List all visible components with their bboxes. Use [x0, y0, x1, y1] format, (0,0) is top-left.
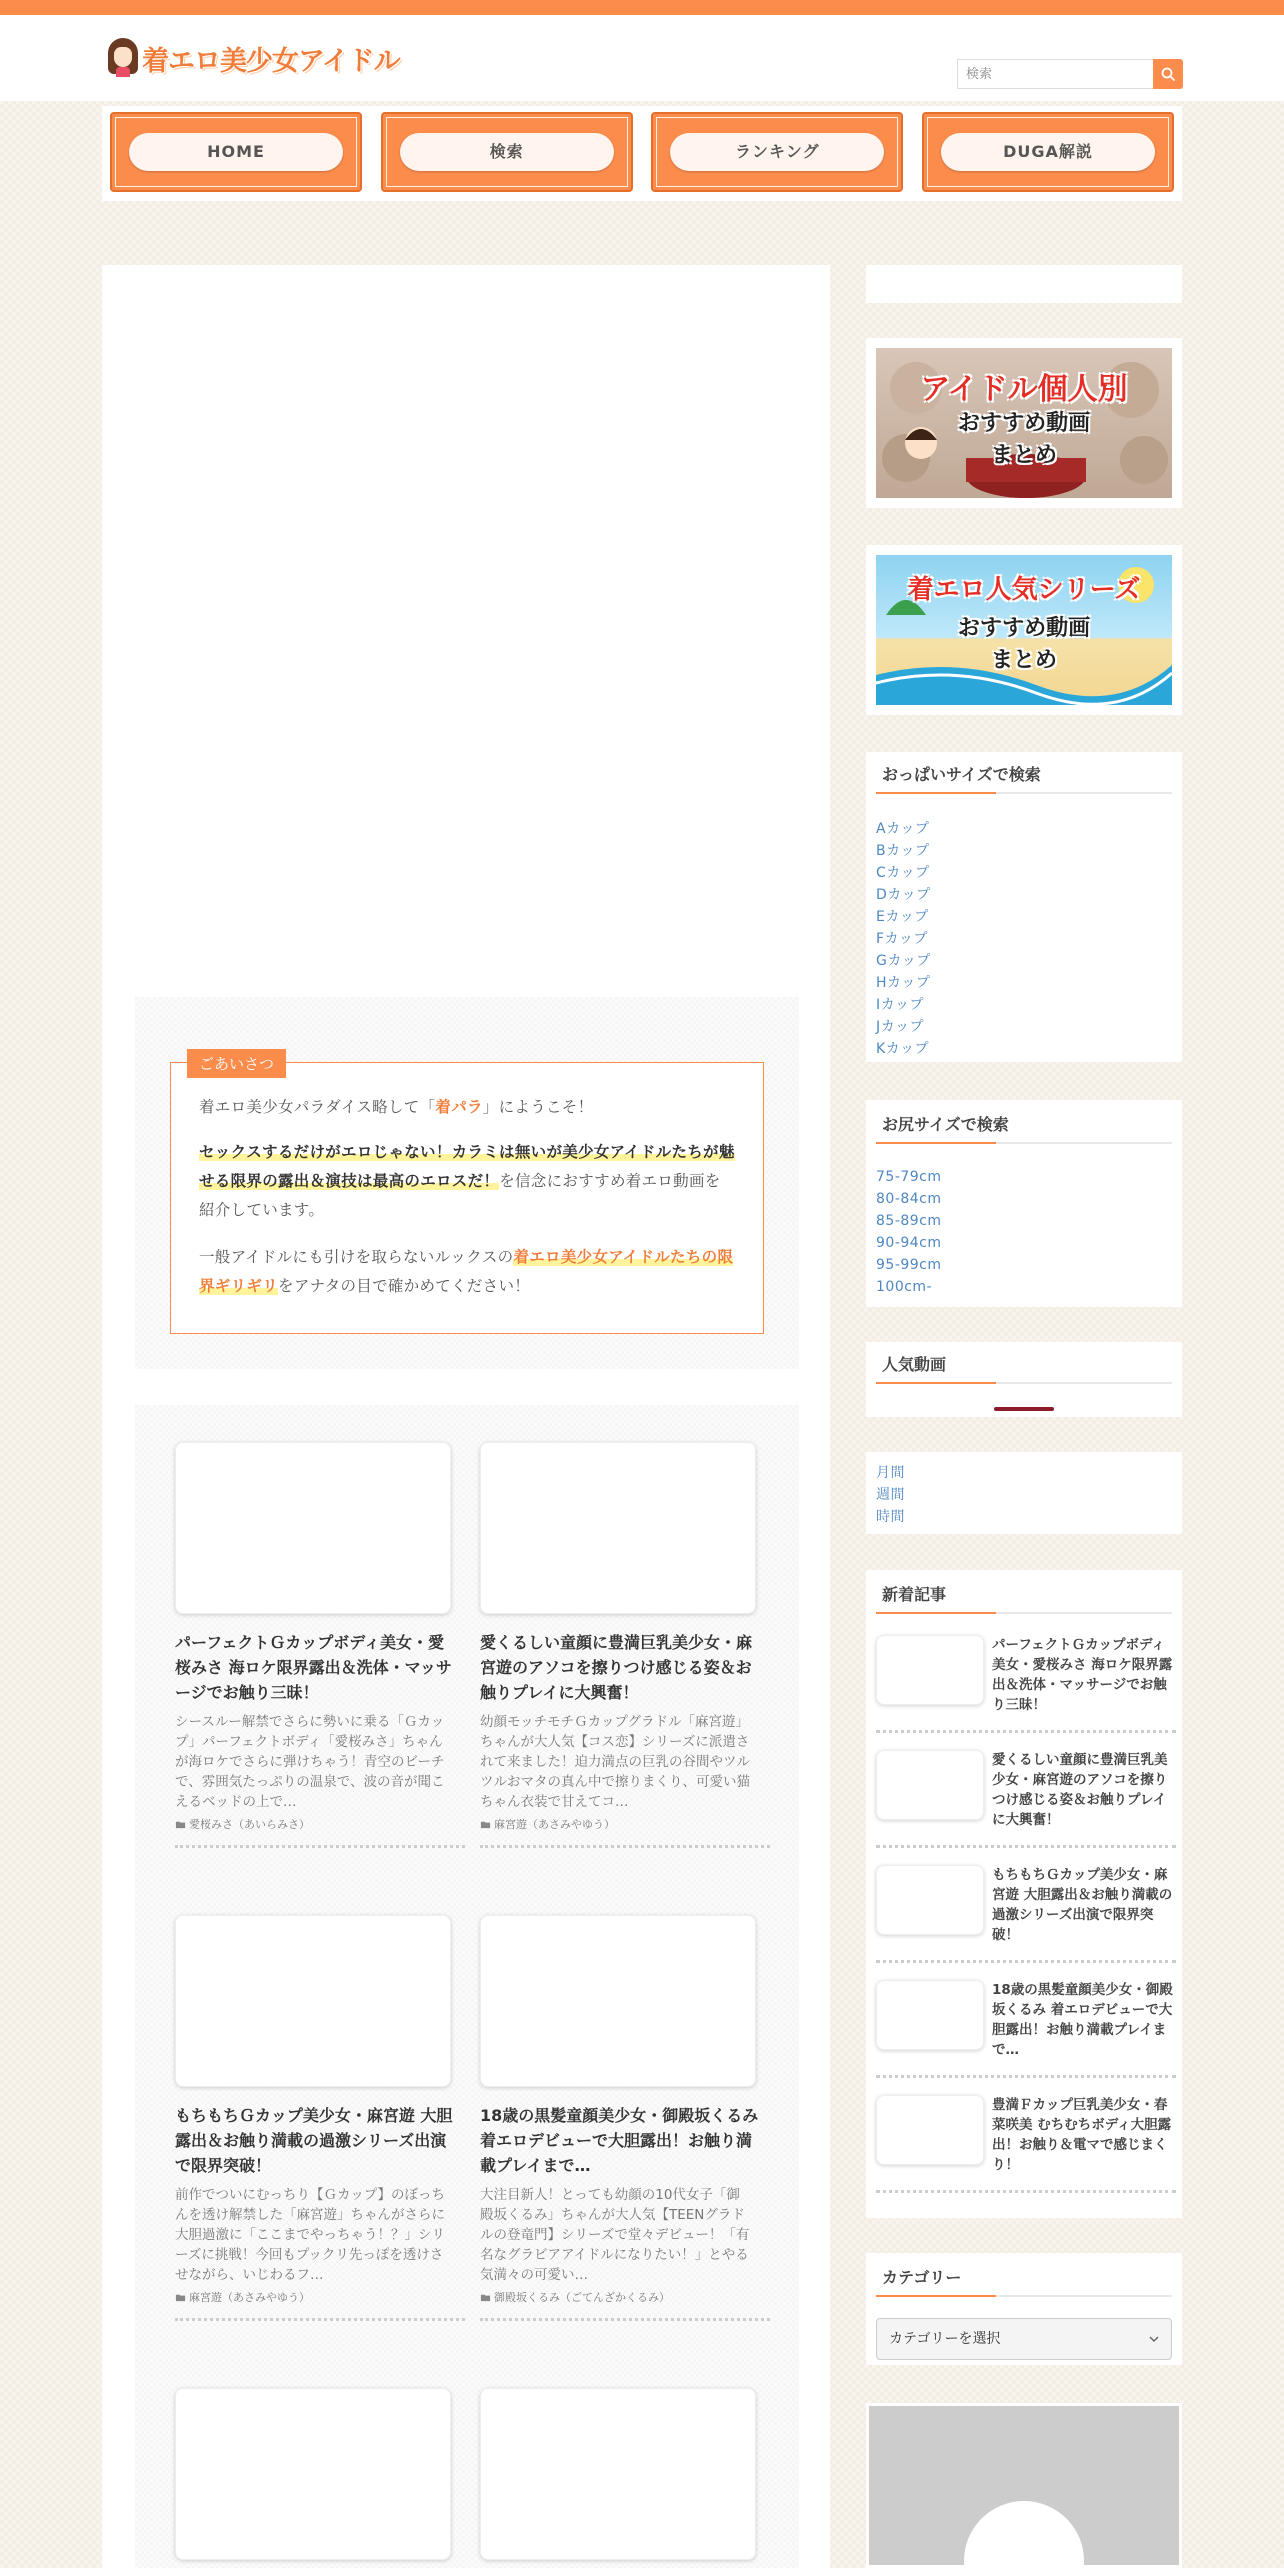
- post-excerpt: 大注目新人！とっても幼顔の10代女子「御殿坂くるみ」ちゃんが大人気【TEENグラドルの登竜門】シリーズで堂々デビュー！「有名なグラビアアイドルになりたい！」とやる気満々の可愛い…: [480, 2187, 750, 2283]
- chevron-down-icon: [1149, 2334, 1159, 2344]
- post-thumbnail[interactable]: [175, 1442, 451, 1614]
- sidebar-banner-widget-2: [866, 545, 1182, 715]
- bust-link[interactable]: Bカップ: [876, 843, 930, 859]
- search-input[interactable]: [957, 59, 1153, 89]
- sidebar-banner-widget-1: [866, 338, 1182, 508]
- heading-underline: [876, 1382, 1172, 1384]
- post-category[interactable]: 御殿坂くるみ（ごてんざかくるみ）: [480, 2289, 770, 2305]
- folder-icon: [480, 1819, 491, 1830]
- recent-post-title[interactable]: パーフェクトＧカップボディ美女・愛桜みさ 海ロケ限界露出＆洗体・マッサージでお触り三昧！: [992, 1637, 1173, 1713]
- recent-post-thumbnail[interactable]: [876, 1865, 984, 1935]
- nav-duga-label: DUGA解説: [941, 133, 1155, 171]
- profile-widget: [866, 2403, 1182, 2568]
- post-title[interactable]: パーフェクトＧカップボディ美女・愛桜みさ 海ロケ限界露出＆洗体・マッサージでお触り三昧！: [175, 1633, 452, 1702]
- post-thumbnail[interactable]: [480, 1442, 756, 1614]
- nav-home-label: HOME: [129, 133, 343, 171]
- heading-underline: [876, 792, 1172, 794]
- post-excerpt: 幼顔モッチモチＧカップグラドル「麻宮遊」ちゃんが大人気【コス恋】シリーズに派遣されて来ました！迫力満点の巨乳の谷間やツルツルおマタの真ん中で擦りまくり、可愛い猫ちゃん衣装で甘えてコ…: [480, 1714, 750, 1810]
- avatar: [964, 2501, 1084, 2568]
- post-excerpt: シースルー解禁でさらに勢いに乗る「Ｇカップ」パーフェクトボディ「愛桜みさ」ちゃんが海ロケでさらに弾けちゃう！青空のビーチで、雰囲気たっぷりの温泉で、波の音が聞こえるベッドの上で…: [175, 1714, 445, 1810]
- recent-post-thumbnail[interactable]: [876, 1980, 984, 2050]
- folder-icon: [480, 2292, 491, 2303]
- folder-icon: [175, 1819, 186, 1830]
- post-divider: [175, 1845, 465, 1848]
- recent-post-thumbnail[interactable]: [876, 1750, 984, 1820]
- bust-link[interactable]: Eカップ: [876, 909, 929, 925]
- heading-underline: [876, 1142, 1172, 1144]
- greeting-label: ごあいさつ: [187, 1049, 286, 1078]
- recent-post-divider: [876, 2190, 1176, 2193]
- popular-widget: [866, 1342, 1182, 1417]
- greeting-paragraph-3: 一般アイドルにも引けを取らないルックスの着エロ美少女アイドルたちの限界ギリギリをアナタの目で確かめてください！: [199, 1248, 734, 1295]
- recent-post-divider: [876, 2075, 1176, 2078]
- post-excerpt: 前作でついにむっちり【Ｇカップ】のぼっちんを透け解禁した「麻宮遊」ちゃんがさらに大胆過激に「ここまでやっちゃう！？」シリーズに挑戦！今回もプックリ先っぽを透けさせながら、いじわるフ…: [175, 2187, 445, 2283]
- bust-size-list: [876, 818, 931, 1060]
- recent-post-title[interactable]: 18歳の黒髪童顔美少女・御殿坂くるみ 着エロデビューで大胆露出！お触り満載プレイまで…: [992, 1982, 1173, 2058]
- hip-link[interactable]: 90-94cm: [876, 1235, 942, 1251]
- post-title[interactable]: 18歳の黒髪童顔美少女・御殿坂くるみ 着エロデビューで大胆露出！お触り満載プレイまで…: [480, 2106, 759, 2175]
- site-logo[interactable]: [106, 35, 400, 81]
- heading-underline: [876, 1612, 1172, 1614]
- series-banner-title: 着エロ人気シリーズ: [907, 575, 1141, 605]
- post-title[interactable]: 愛くるしい童顔に豊満巨乳美少女・麻宮遊のアソコを擦りつけ感じる姿＆お触りプレイに大興奮！: [480, 1633, 753, 1702]
- recent-post-item[interactable]: [876, 2095, 1176, 2205]
- series-banner-sub1: おすすめ動画: [957, 616, 1091, 641]
- recent-post-thumbnail[interactable]: [876, 2095, 984, 2165]
- hip-link[interactable]: 80-84cm: [876, 1191, 942, 1207]
- greeting-section: [135, 997, 799, 1369]
- hip-link[interactable]: 100cm-: [876, 1279, 933, 1295]
- idol-banner-sub1: おすすめ動画: [957, 411, 1091, 436]
- main-content: [102, 265, 830, 2568]
- bust-link[interactable]: Hカップ: [876, 975, 931, 991]
- hip-link[interactable]: 95-99cm: [876, 1257, 942, 1273]
- bust-link[interactable]: Dカップ: [876, 887, 931, 903]
- hip-size-list: [876, 1166, 942, 1298]
- bust-link[interactable]: Jカップ: [876, 1019, 924, 1035]
- recent-post-item[interactable]: [876, 1635, 1176, 1745]
- popular-heading: 人気動画: [882, 1355, 947, 1374]
- post-card[interactable]: [480, 2388, 770, 2560]
- hip-search-widget: [866, 1100, 1182, 1307]
- recent-post-item[interactable]: [876, 1865, 1176, 1975]
- nav-search-label: 検索: [400, 133, 614, 171]
- series-banner-sub2: まとめ: [990, 648, 1057, 673]
- bust-link[interactable]: Aカップ: [876, 821, 930, 837]
- nav-ranking[interactable]: [651, 112, 903, 192]
- recent-heading: 新着記事: [882, 1585, 947, 1604]
- bust-search-widget: [866, 752, 1182, 1062]
- hip-link[interactable]: 85-89cm: [876, 1213, 942, 1229]
- site-header: [0, 15, 1284, 101]
- bust-link[interactable]: Cカップ: [876, 865, 930, 881]
- period-monthly-link[interactable]: 月間: [876, 1465, 905, 1481]
- sidebar-empty-widget: [866, 265, 1182, 303]
- folder-icon: [175, 2292, 186, 2303]
- greeting-box: [170, 1055, 764, 1334]
- recent-post-divider: [876, 1730, 1176, 1733]
- post-card[interactable]: [175, 1915, 465, 2321]
- series-banner[interactable]: [876, 555, 1172, 705]
- post-title[interactable]: もちもちＧカップ美少女・麻宮遊 大胆露出＆お触り満載の過激シリーズ出演で限界突破！: [175, 2106, 453, 2175]
- nav-search[interactable]: [381, 112, 633, 192]
- post-category[interactable]: 麻宮遊（あさみやゆう）: [480, 1816, 770, 1832]
- post-list: [135, 1405, 799, 2568]
- nav-duga[interactable]: [922, 112, 1174, 192]
- category-select[interactable]: [876, 2318, 1172, 2360]
- top-accent-bar: [0, 0, 1284, 15]
- post-card[interactable]: [480, 1442, 770, 1848]
- nav-ranking-label: ランキング: [670, 133, 884, 171]
- post-category[interactable]: 麻宮遊（あさみやゆう）: [175, 2289, 465, 2305]
- recent-post-thumbnail[interactable]: [876, 1635, 984, 1705]
- idol-banner-title: アイドル個人別: [920, 372, 1128, 407]
- greeting-paragraph-2: セックスするだけがエロじゃない！カラミは無いが美少女アイドルたちが魅せる限界の露出＆演技は最高のエロスだ！を信念におすすめ着エロ動画を紹介しています。: [199, 1143, 735, 1219]
- period-list: [876, 1462, 905, 1528]
- recent-post-title[interactable]: 豊満Ｆカップ巨乳美少女・春菜咲美 むちむちボディ大胆露出！お触り＆電マで感じまくり！: [992, 2097, 1172, 2173]
- greeting-paragraph-1: 着エロ美少女パラダイス略して「着パラ」にようこそ！: [199, 1098, 594, 1116]
- category-select-value: カテゴリーを選択: [889, 2331, 1001, 2347]
- loading-bar: [994, 1407, 1054, 1411]
- bust-search-heading: おっぱいサイズで検索: [882, 765, 1041, 784]
- recent-posts-widget: [866, 1570, 1182, 2218]
- hip-search-heading: お尻サイズで検索: [882, 1115, 1009, 1134]
- search-button[interactable]: [1153, 59, 1183, 89]
- recent-post-divider: [876, 1960, 1176, 1963]
- post-divider: [175, 2318, 465, 2321]
- category-widget: [866, 2253, 1182, 2365]
- idol-banner-sub2: まとめ: [990, 443, 1057, 468]
- recent-post-item[interactable]: [876, 1750, 1176, 1860]
- post-thumbnail[interactable]: [175, 2388, 451, 2560]
- global-nav: [102, 106, 1182, 201]
- logo-girl-icon: [106, 38, 140, 78]
- nav-home[interactable]: [110, 112, 362, 192]
- post-divider: [480, 1845, 770, 1848]
- category-heading: カテゴリー: [882, 2268, 962, 2287]
- post-card[interactable]: [175, 1442, 465, 1848]
- search-form: [957, 59, 1183, 89]
- recent-post-divider: [876, 1845, 1176, 1848]
- recent-post-item[interactable]: [876, 1980, 1176, 2090]
- post-thumbnail[interactable]: [480, 2388, 756, 2560]
- heading-underline: [876, 2295, 1172, 2297]
- hip-link[interactable]: 75-79cm: [876, 1169, 942, 1185]
- period-hourly-link[interactable]: 時間: [876, 1509, 905, 1525]
- idol-banner[interactable]: [876, 348, 1172, 498]
- post-category[interactable]: 愛桜みさ（あいらみさ）: [175, 1816, 465, 1832]
- recent-post-title[interactable]: もちもちＧカップ美少女・麻宮遊 大胆露出＆お触り満載の過激シリーズ出演で限界突破！: [992, 1867, 1173, 1943]
- post-card[interactable]: [480, 1915, 770, 2321]
- post-divider: [480, 2318, 770, 2321]
- bust-link[interactable]: Gカップ: [876, 953, 931, 969]
- period-widget: [866, 1452, 1182, 1534]
- bust-link[interactable]: Fカップ: [876, 931, 928, 947]
- period-weekly-link[interactable]: 週間: [876, 1487, 905, 1503]
- post-card[interactable]: [175, 2388, 465, 2560]
- post-thumbnail[interactable]: [175, 1915, 451, 2087]
- site-logo-text: 着エロ美少女アイドル: [142, 45, 400, 77]
- recent-post-title[interactable]: 愛くるしい童顔に豊満巨乳美少女・麻宮遊のアソコを擦りつけ感じる姿＆お触りプレイに大興奮！: [992, 1752, 1168, 1828]
- bust-link[interactable]: Kカップ: [876, 1041, 930, 1057]
- search-icon: [1160, 66, 1176, 82]
- bust-link[interactable]: Iカップ: [876, 997, 924, 1013]
- post-thumbnail[interactable]: [480, 1915, 756, 2087]
